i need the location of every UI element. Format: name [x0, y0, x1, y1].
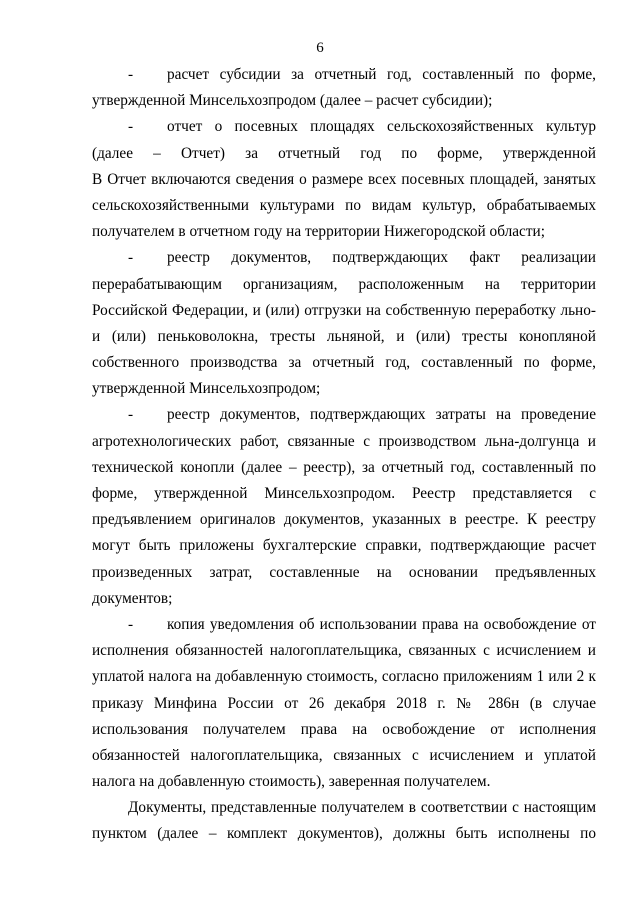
list-item-subsidy-calculation	[92, 62, 596, 114]
list-bullet: -	[128, 249, 134, 267]
text-line: - расчет субсидии за отчетный год, составленный по форме,	[92, 62, 596, 88]
text-line: В Отчет включаются сведения о размере всех посевных площадей, занятых	[92, 170, 596, 188]
text-line: - копия уведомления об использовании права на освобождение от	[92, 612, 596, 638]
text-line: и (или) пеньковолокна, тресты льняной, и (или) тресты конопляной	[92, 327, 596, 345]
text-line: собственного производства за отчетный год, составленный по форме,	[92, 354, 596, 372]
text-line: произведенных затрат, составленные на основании предъявленных	[92, 563, 596, 581]
text-line: утвержденной Минсельхозпродом;	[92, 380, 321, 398]
text-line: исполнения обязанностей налогоплательщика, связанных с исчислением и	[92, 642, 596, 660]
text-line: могут быть приложены бухгалтерские справки, подтверждающие расчет	[92, 537, 596, 555]
text-line: агротехнологических работ, связанные с производством льна-долгунца и	[92, 432, 596, 450]
text-line: перерабатывающим организациям, расположенным на территории	[92, 275, 596, 293]
text-line: технической конопли (далее – реестр), за отчетный год, составленный по	[92, 458, 596, 476]
text-line: сельскохозяйственными культурами по видам культур, обрабатываемых	[92, 196, 596, 214]
text-line: утвержденной Минсельхозпродом (далее – расчет субсидии);	[92, 92, 493, 110]
text-line: получателем в отчетном году на территории Нижегородской области;	[92, 223, 545, 241]
text-line: - отчет о посевных площадях сельскохозяйственных культур	[92, 114, 596, 140]
text-line: форме, утвержденной Минсельхозпродом. Реестр представляется с	[92, 485, 596, 502]
list-item-crop-area-report	[92, 114, 596, 245]
text-line: налога на добавленную стоимость), заверенная получателем.	[92, 773, 491, 791]
text-line: приказу Минфина России от 26 декабря 2018 г. № 286н (в случае	[92, 694, 596, 712]
text-line: (далее – Отчет) за отчетный год по форме, утвержденной	[92, 144, 596, 162]
text-line: использования получателем права на освобождение от исполнения	[92, 720, 596, 738]
list-bullet: -	[128, 118, 134, 136]
closing-paragraph	[92, 795, 596, 847]
text-line: пунктом (далее – комплект документов), должны быть исполнены по	[92, 825, 596, 843]
list-item-vat-exemption-notice	[92, 612, 596, 795]
list-bullet: -	[128, 615, 134, 633]
page-number: 6	[316, 40, 324, 56]
text-line: - реестр документов, подтверждающих затраты на проведение	[92, 402, 596, 428]
text-line: Российской Федерации, и (или) отгрузки на собственную переработку льно-	[92, 301, 596, 319]
text-line: предъявлением оригиналов документов, указанных в реестре. К реестру	[92, 511, 596, 529]
list-item-costs-registry	[92, 402, 596, 612]
text-line: обязанностей налогоплательщика, связанных с исчислением и уплатой	[92, 746, 596, 764]
text-line: уплатой налога на добавленную стоимость, согласно приложениям 1 или 2 к	[92, 668, 596, 686]
text-line: документов;	[92, 589, 173, 607]
list-bullet: -	[128, 66, 134, 83]
document-body	[92, 62, 596, 848]
text-line: Документы, представленные получателем в соответствии с настоящим	[128, 799, 596, 817]
list-bullet: -	[128, 406, 134, 424]
list-item-sales-registry	[92, 245, 596, 402]
text-line: - реестр документов, подтверждающих факт реализации	[92, 245, 596, 271]
